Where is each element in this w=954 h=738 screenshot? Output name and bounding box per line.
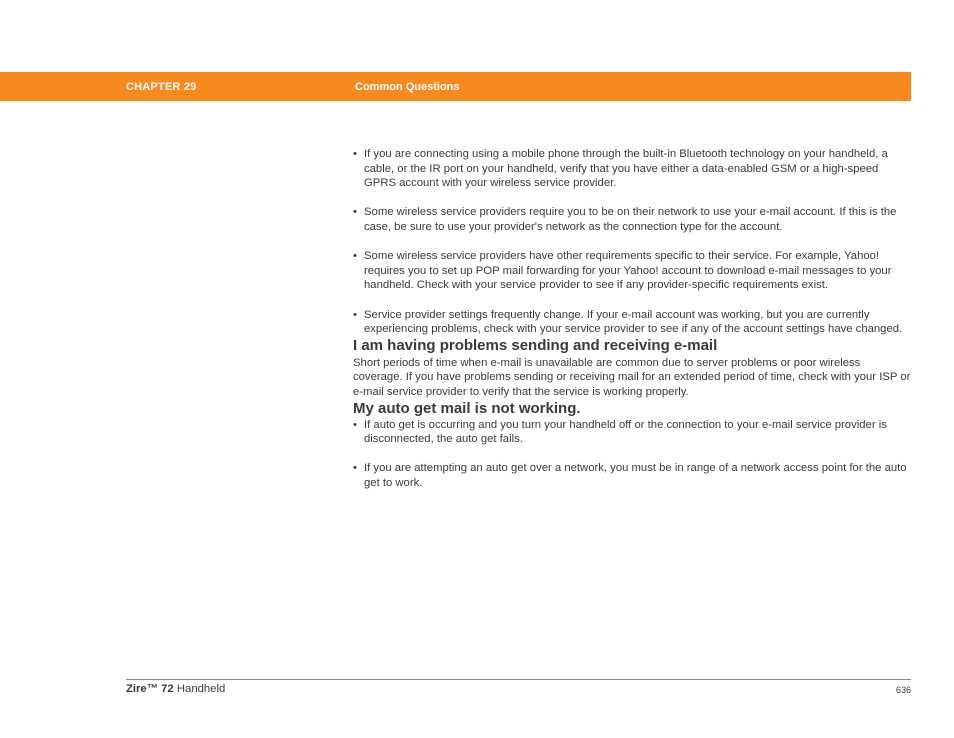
- bullet-icon: •: [353, 250, 357, 263]
- footer-divider: [126, 679, 911, 680]
- bullet-icon: •: [353, 148, 357, 160]
- list-item-text: Some wireless service providers have other requirements specific to their service. For example, Yahoo! requires you to set up POP mail forwarding for your Yahoo! account to download e-mail messages to your handheld. Check with your service provider to see if any provider-specific requirements exist.: [364, 250, 892, 292]
- list-item: [353, 147, 913, 191]
- bullet-icon: •: [353, 462, 357, 475]
- list-item: [353, 418, 913, 447]
- sending-receiving-heading: I am having problems sending and receiving e-mail: [353, 336, 718, 354]
- bullet-icon: •: [353, 418, 357, 431]
- list-item-text: Service provider settings frequently change. If your e-mail account was working, but you are currently experiencing problems, check with your service provider to see if any of the account settings have changed.: [364, 308, 903, 336]
- list-item: [353, 205, 913, 234]
- section-title: Common Questions: [355, 81, 460, 93]
- chapter-header-bar: [0, 72, 911, 101]
- list-item-text: If you are connecting using a mobile phone through the built-in Bluetooth technology on your handheld, a cable, or the IR port on your handheld, verify that you have either a data-enabled GSM or a high-speed GPRS account with your wireless service provider.: [364, 148, 888, 190]
- bullet-icon: •: [353, 308, 357, 321]
- main-content: [353, 147, 913, 490]
- intro-bullet-list: [353, 147, 913, 337]
- page-number: 636: [895, 685, 911, 695]
- footer-product-name: [126, 683, 225, 695]
- list-item-text: Some wireless service providers require you to be on their network to use your e-mail account. If this is the case, be sure to use your provider's network as the connection type for the account.: [364, 206, 897, 233]
- list-item-text: If auto get is occurring and you turn your handheld off or the connection to your e-mail service provider is disconnected, the auto get fails.: [364, 418, 887, 446]
- list-item: [353, 249, 913, 293]
- bullet-icon: •: [353, 206, 357, 219]
- list-item: [353, 308, 913, 337]
- auto-get-heading: My auto get mail is not working.: [353, 399, 581, 417]
- product-model: Zire™ 72: [126, 683, 174, 695]
- list-item: [353, 461, 913, 490]
- chapter-label: CHAPTER 29: [126, 81, 197, 93]
- list-item-text: If you are attempting an auto get over a network, you must be in range of a network access point for the auto get to work.: [364, 462, 907, 489]
- sending-receiving-paragraph: Short periods of time when e-mail is unavailable are common due to server problems or poor wireless coverage. If you have problems sending or receiving mail for an extended period of time, check with your ISP or e-mail service provider to verify that the service is working properly.: [353, 356, 911, 398]
- auto-get-bullet-list: [353, 418, 913, 491]
- product-suffix: Handheld: [173, 683, 226, 695]
